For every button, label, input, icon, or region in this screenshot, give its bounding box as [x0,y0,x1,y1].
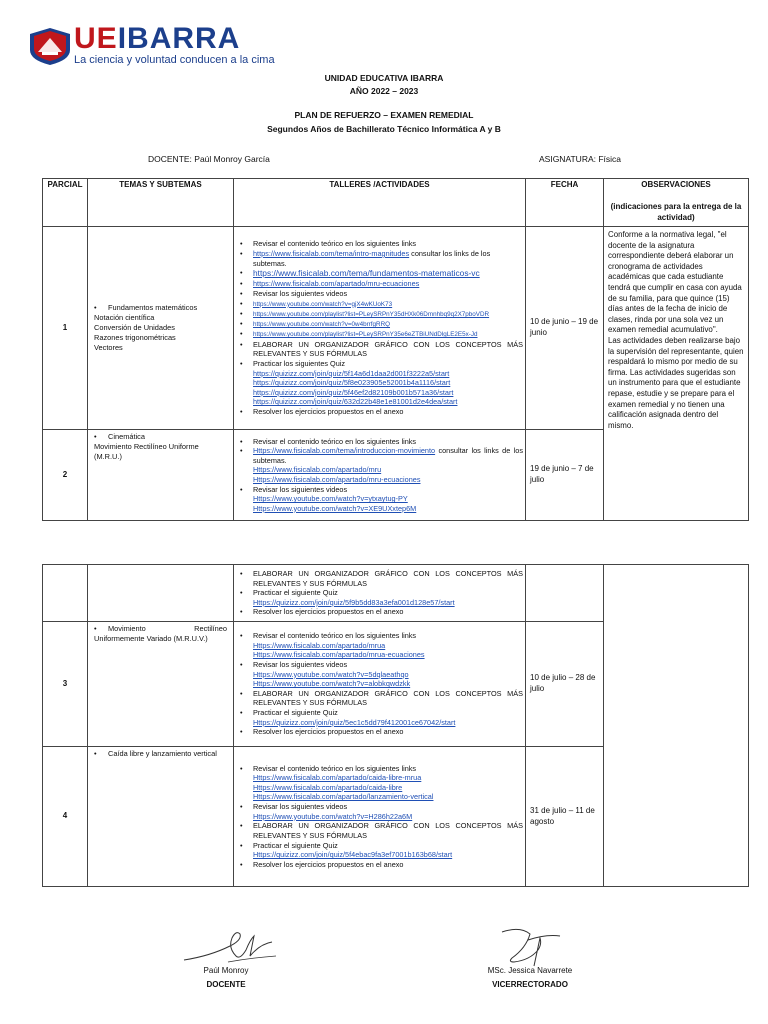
signature-teacher: Paúl Monroy DOCENTE [203,966,249,989]
table-row [43,227,749,430]
date-cell: 10 de junio – 19 de junio [526,227,604,430]
table-row [43,565,749,622]
header [28,20,768,70]
link[interactable]: https://www.youtube.com/playlist?list=PLeySRPnY35dHXk06Dmnhbq9q2X7pboVDR [253,310,490,318]
activities-cell: • Revisar el contenido teórico en los siguientes links Https://www.fisicalab.com/apartado/mrua Https://www.fisicalab.com/apartado/mrua-ecuaciones • Revisar los siguientes videos Https://www.youtube.com/watch?v=5dqlaeathqo Https://www.youtube.com/watch?v=alobkqwdzkk • ELABORAR UN ORGANIZADOR GRÁFICO CON LOS CONCEPTOS MÁS RELEVANTES Y SUS FÓRMULAS • Practicar el siguiente Quiz Https://quizizz.com/join/quiz/5ec1c5dd79f412001ce67042/start • Resolver los ejercicios propuestos en el anexo [234,622,526,747]
link[interactable]: https://quizizz.com/join/quiz/632d22b48e1e81001d2e4dea/start [253,397,458,407]
link[interactable]: Https://www.fisicalab.com/apartado/mrua [253,640,386,650]
subject-label: ASIGNATURA: Física [539,154,622,164]
teacher-label: DOCENTE: Paúl Monroy García [148,154,270,164]
link[interactable]: https://quizizz.com/join/quiz/5f8e023905e52001b4a1116/start [253,378,451,388]
parcial-number: 2 [43,430,88,521]
link[interactable]: https://quizizz.com/join/quiz/5f46ef2d82109b001b571a36/start [253,387,454,397]
link[interactable]: Https://www.youtube.com/watch?v=H286h22a6M [253,811,413,821]
signature-right-icon [490,922,570,970]
link[interactable]: https://www.youtube.com/watch?v=gjX4wKUoK73 [253,300,393,308]
table-header-row [43,179,749,227]
plan-table-continued [42,564,749,887]
date-cell: 10 de julio – 28 de julio [526,622,604,747]
plan-table [42,178,749,521]
school-crest-icon [28,26,72,66]
plan-title: PLAN DE REFUERZO – EXAMEN REMEDIAL [294,110,474,120]
school-brand: UEIBARRA [74,22,241,55]
course-title: Segundos Años de Bachillerato Técnico Informática A y B [267,124,501,134]
date-cell: 19 de junio – 7 de julio [526,430,604,521]
observations-cell: Conforme a la normativa legal, "el docente de la asignatura correspondiente deberá elaborar un cronograma de actividades académicas que cada estudiante tendrá que cumplir en casa con ayuda de su familia, para que quince (15) días antes de la fecha de inicio de clases, rinda por una sola vez un examen remedial acumulativo". Las actividades deben realizarse bajo la supervisión del representante, quien respaldará lo mismo por medio de su firma. Las actividades sugeridas son un instrumento para que el estudiante repase, estudie y se prepare para el examen remedial y no tienen una calificación asignada dentro del mismo. [604,227,749,521]
link[interactable]: Https://quizizz.com/join/quiz/5ec1c5dd79f412001ce67042/start [253,717,456,727]
parcial-number: 4 [43,747,88,887]
header-fecha: FECHA [526,179,604,227]
link[interactable]: https://www.fisicalab.com/apartado/mru-ecuaciones [253,279,420,289]
header-talleres: TALLERES /ACTIVIDADES [234,179,526,227]
topics-cell: • Caída libre y lanzamiento vertical [88,747,234,887]
activities-cell: • Revisar el contenido teórico en los siguientes links • https://www.fisicalab.com/tema/intro-magnitudes consultar los links de los subtemas. • https://www.fisicalab.com/tema/fundamentos-matematicos-vc • https://www.fisicalab.com/apartado/mru-ecuaciones • Revisar los siguientes videos • https://www.youtube.com/watch?v=gjX4wKUoK73 • https://www.youtube.com/playlist?list=PLeySRPnY35dHXk06Dmnhbq9q2X7pboVDR • https://www.youtube.com/watch?v=0w4brrfgRRQ • https://www.youtube.com/playlist?list=PLeySRPnY35e6eZTBiUNdDlgLE2E5x-Jd • ELABORAR UN ORGANIZADOR GRÁFICO CON LOS CONCEPTOS MÁS RELEVANTES Y SUS FÓRMULAS • Practicar los siguientes Quiz https://quizizz.com/join/quiz/5f14a6d1daa2d001f3222a5/start https://quizizz.com/join/quiz/5f8e023905e52001b4a1116/start https://quizizz.com/join/quiz/5f46ef2d82109b001b571a36/start https://quizizz.com/join/quiz/632d22b48e1e81001d2e4dea/start • Resolver los ejercicios propuestos en el anexo [234,227,526,430]
date-cell: 31 de julio – 11 de agosto [526,747,604,887]
link[interactable]: Https://quizizz.com/join/quiz/5f4ebac9fa3ef7001b163b68/start [253,850,453,860]
parcial-number: 3 [43,622,88,747]
year-title: AÑO 2022 – 2023 [349,86,419,96]
header-parcial: PARCIAL [43,179,88,227]
activities-cell: • Revisar el contenido teórico en los siguientes links Https://www.fisicalab.com/apartado/caida-libre-mrua Https://www.fisicalab.com/apartado/caida-libre Https://www.fisicalab.com/apartado/lanzamiento-vertical • Revisar los siguientes videos Https://www.youtube.com/watch?v=H286h22a6M • ELABORAR UN ORGANIZADOR GRÁFICO CON LOS CONCEPTOS MÁS RELEVANTES Y SUS FÓRMULAS • Practicar el siguiente Quiz Https://quizizz.com/join/quiz/5f4ebac9fa3ef7001b163b68/start • Resolver los ejercicios propuestos en el anexo [234,747,526,887]
link[interactable]: Https://www.fisicalab.com/tema/introduccion-movimiento [253,446,436,456]
link[interactable]: Https://www.fisicalab.com/apartado/caida-libre [253,782,403,792]
activities-cell: • ELABORAR UN ORGANIZADOR GRÁFICO CON LOS CONCEPTOS MÁS RELEVANTES Y SUS FÓRMULAS • Practicar el siguiente Quiz Https://quizizz.com/join/quiz/5f9b5dd83a3efa001d128e57/start • Resolver los ejercicios propuestos en el anexo [234,565,526,622]
school-title: UNIDAD EDUCATIVA IBARRA [324,73,444,83]
topics-cell: • Movimiento Rectilíneo Uniformemente Variado (M.R.U.V.) [88,622,234,747]
link[interactable]: https://www.youtube.com/playlist?list=PLeySRPnY35e6eZTBiUNdDlgLE2E5x-Jd [253,331,478,339]
header-observaciones: OBSERVACIONES (indicaciones para la entrega de la actividad) [604,179,749,227]
activities-cell: • Revisar el contenido teórico en los siguientes links • Https://www.fisicalab.com/tema/introduccion-movimiento consultar los links de los subtemas. Https://www.fisicalab.com/apartado/mru Https://www.fisicalab.com/apartado/mru-ecuaciones • Revisar los siguientes videos Https://www.youtube.com/watch?v=ytxaytug-PY Https://www.youtube.com/watch?v=XE9UXxtep6M [234,430,526,521]
signature-left-icon [180,926,280,968]
link[interactable]: Https://www.fisicalab.com/apartado/caida-libre-mrua [253,773,422,783]
link[interactable]: Https://www.youtube.com/watch?v=alobkqwdzkk [253,679,411,689]
link[interactable]: Https://www.youtube.com/watch?v=5dqlaeathqo [253,669,409,679]
link[interactable]: Https://www.youtube.com/watch?v=ytxaytug-PY [253,494,408,504]
link[interactable]: https://www.youtube.com/watch?v=0w4brrfgRRQ [253,321,391,329]
link[interactable]: Https://www.fisicalab.com/apartado/mru [253,465,382,475]
slogan: La ciencia y voluntad conducen a la cima [74,54,275,66]
link[interactable]: https://quizizz.com/join/quiz/5f14a6d1daa2d001f3222a5/start [253,368,450,378]
signature-vice-rector: MSc. Jessica Navarrete VICERRECTORADO [487,966,573,989]
header-temas: TEMAS Y SUBTEMAS [88,179,234,227]
link[interactable]: Https://www.fisicalab.com/apartado/mru-ecuaciones [253,475,421,484]
parcial-number: 1 [43,227,88,430]
link[interactable]: https://www.fisicalab.com/tema/fundamentos-matematicos-vc [253,268,480,279]
topics-cell: • Fundamentos matemáticos Notación científica Conversión de Unidades Razones trigonométricas Vectores [88,227,234,430]
link[interactable]: Https://quizizz.com/join/quiz/5f9b5dd83a3efa001d128e57/start [253,597,455,607]
list-item: • https://www.fisicalab.com/tema/intro-magnitudes consultar los links de los subtemas. [236,249,523,268]
link[interactable]: Https://www.youtube.com/watch?v=XE9UXxtep6M [253,503,417,513]
topics-cell: • Cinemática Movimiento Rectilíneo Uniforme (M.R.U.) [88,430,234,521]
link[interactable]: Https://www.fisicalab.com/apartado/lanzamiento-vertical [253,792,434,802]
link[interactable]: Https://www.fisicalab.com/apartado/mrua-ecuaciones [253,650,425,660]
link[interactable]: https://www.fisicalab.com/tema/intro-magnitudes [253,248,410,258]
